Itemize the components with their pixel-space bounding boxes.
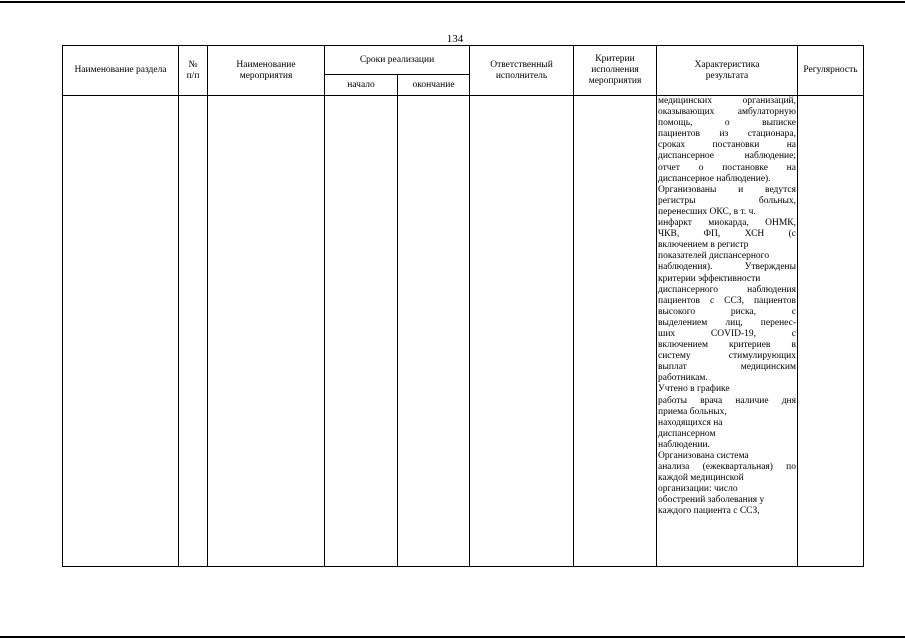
col-rule-8 (797, 45, 798, 567)
header-terms (325, 46, 469, 74)
header-criteria-line2: исполнения (591, 65, 639, 75)
result-text-line: диспансерное наблюдение). (658, 173, 771, 184)
result-text-line: каждой медицинской (658, 473, 744, 484)
header-terms-text: Сроки реализации (359, 54, 435, 65)
header-section-name-text: Наименование раздела (74, 65, 167, 75)
header-result (657, 46, 797, 95)
result-text-line: находящихся на (658, 417, 723, 428)
header-event-name-line2: мероприятия (239, 70, 293, 81)
result-text-line: диспансерное наблюдение; (658, 151, 796, 162)
col-rule-0 (62, 45, 63, 567)
result-text-line: Организована система (658, 451, 749, 461)
col-rule-4 (397, 74, 398, 567)
result-text-line: диспансерного наблюдения (658, 284, 796, 295)
result-text-line: включением в регистр (658, 240, 749, 251)
col-rule-2 (207, 45, 208, 567)
result-text-line: работникам. (658, 373, 708, 384)
header-start-text: начало (347, 79, 375, 90)
result-text-line: пациентов из стационара, (658, 129, 796, 140)
table-bottom-rule (62, 566, 864, 567)
result-text-line: работы врача наличие дня (658, 395, 796, 406)
top-border-line (0, 1, 905, 3)
header-regularity (798, 46, 863, 95)
result-text-line: пациентов с ССЗ, пациентов (658, 295, 796, 306)
col-rule-7 (656, 45, 657, 567)
result-text-line: выплат медицинским (658, 362, 796, 373)
result-text-line: перенесших ОКС, в т. ч. (658, 206, 756, 217)
result-text-line: оказывающих амбулаторную (658, 107, 796, 118)
header-event-name (208, 46, 324, 95)
header-criteria-line3: мероприятия (588, 76, 642, 86)
header-number-line1: № (188, 59, 198, 70)
result-text-line: отчет о постановке на (658, 162, 796, 173)
col-rule-6 (573, 45, 574, 567)
header-end-text: окончание (412, 79, 455, 90)
bottom-border-line (0, 636, 905, 638)
header-result-line1: Характеристика (694, 59, 760, 70)
result-text-line: диспансерном (658, 428, 716, 439)
header-executor-line2: исполнитель (495, 70, 548, 81)
result-text-line: Организованы и ведутся (658, 184, 796, 195)
result-text-line: систему стимулирующих (658, 351, 796, 362)
header-number (179, 46, 207, 95)
col-rule-5 (469, 45, 470, 567)
result-text-line: Учтено в графике (658, 384, 730, 395)
col-rule-3 (324, 45, 325, 567)
result-text-line: наблюдении. (658, 439, 710, 450)
result-text-line: анализа (ежеквартальная) по (658, 462, 796, 473)
header-criteria-line1: Критерии (595, 54, 635, 64)
header-start (325, 75, 397, 95)
result-text-line: наблюдения). Утверждены (658, 262, 796, 273)
page-number: 134 (446, 33, 464, 45)
result-text-line: приема больных, (658, 406, 727, 417)
col-rule-1 (178, 45, 179, 567)
result-text-line: показателей диспансерного (658, 251, 770, 262)
result-text-line: помощь, о выписке (658, 118, 796, 129)
result-text-line: инфаркт миокарда, ОНМК, (658, 218, 796, 229)
header-result-line2: результата (705, 70, 749, 81)
result-text-line: включением критериев в (658, 340, 796, 351)
header-executor-line1: Ответственный (490, 59, 553, 70)
result-text-line: выделением лиц, перенес- (658, 317, 796, 328)
result-text-line: сроках постановки на (658, 140, 796, 151)
header-number-line2: п/п (186, 70, 200, 81)
header-end (398, 75, 469, 95)
result-text-line: ЧКВ, ФП, ХСН (с (658, 229, 796, 240)
result-text-line: регистры больных, (658, 195, 796, 206)
header-executor (470, 46, 573, 95)
result-characteristic-cell (658, 96, 796, 566)
result-text-line: высокого риска, с (658, 306, 796, 317)
result-text-line: ших COVID-19, с (658, 328, 796, 339)
header-event-name-line1: Наименование (236, 59, 296, 70)
header-section-name (63, 46, 178, 95)
col-rule-9 (863, 45, 864, 567)
result-text-line: критерии эффективности (658, 273, 761, 284)
result-text-line: обострений заболевания у (658, 495, 765, 506)
header-regularity-text: Регулярность (803, 65, 858, 75)
result-text-line: организации: число (658, 484, 738, 495)
header-criteria (574, 46, 656, 95)
result-text-line: медицинских организаций, (658, 96, 796, 106)
result-text-line: каждого пациента с ССЗ, (658, 506, 760, 517)
